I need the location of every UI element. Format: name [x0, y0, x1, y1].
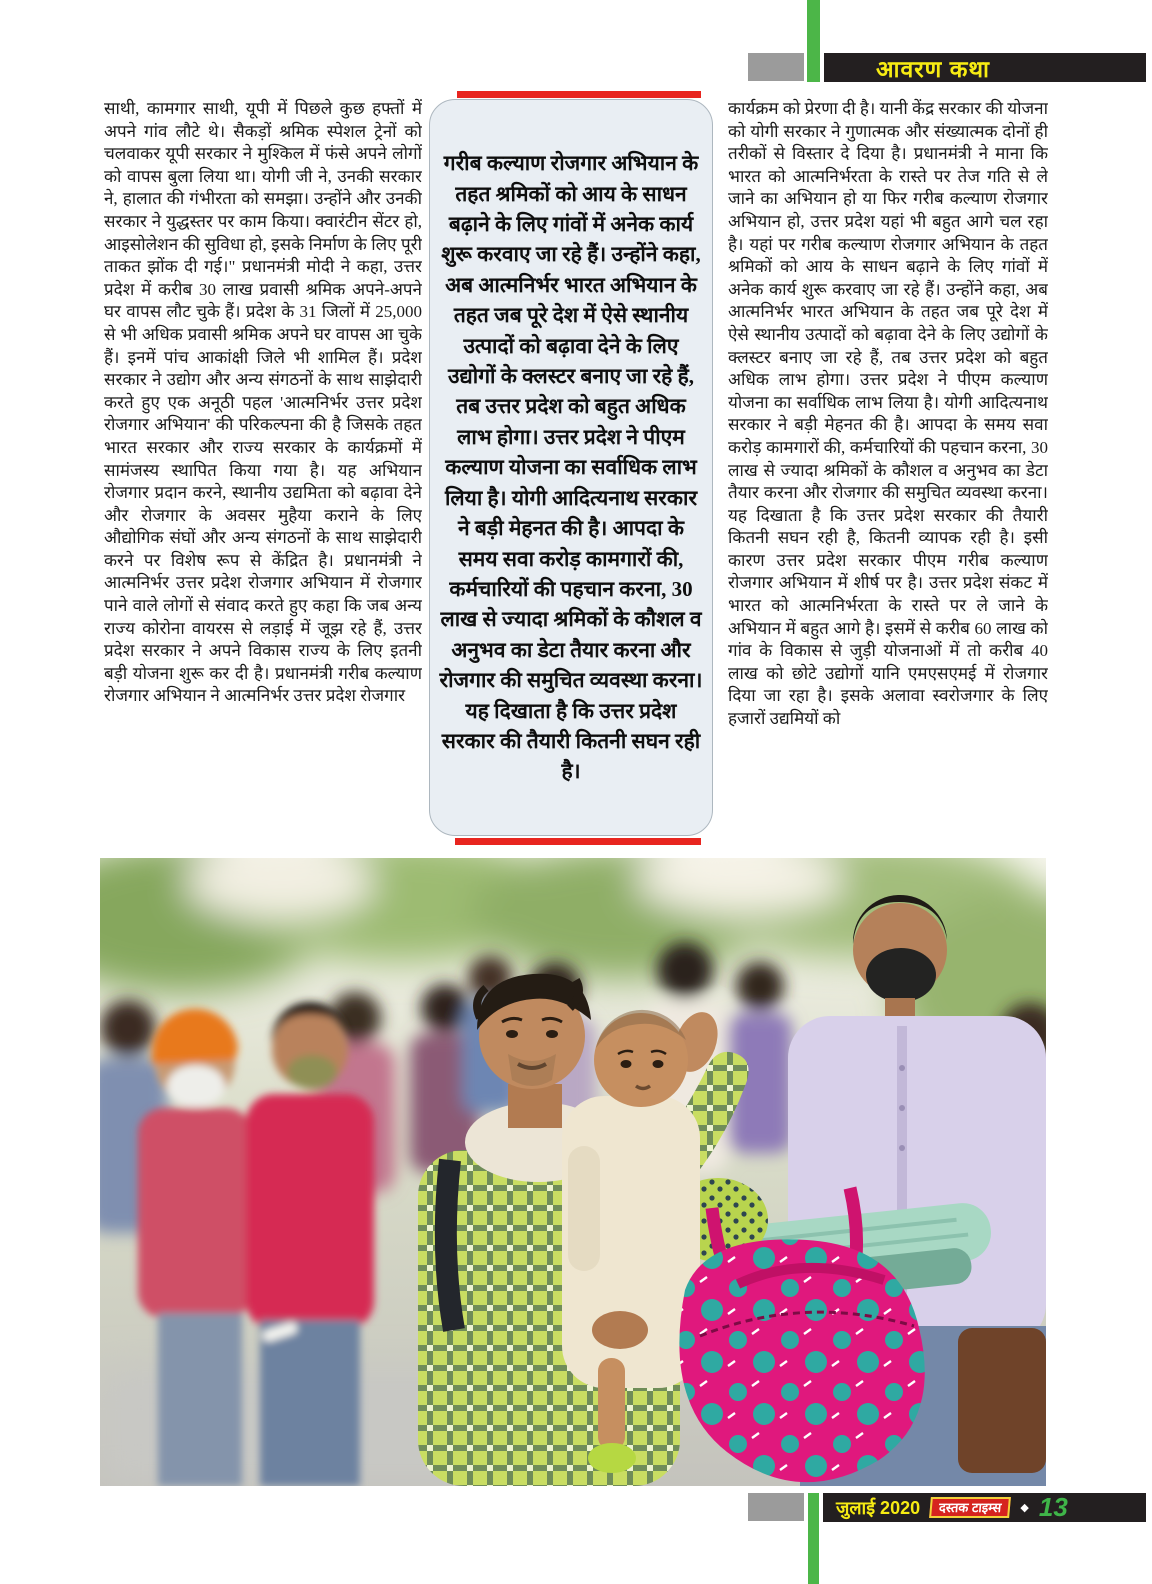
header-gray-block	[748, 53, 804, 81]
pullquote-top-rule	[457, 91, 701, 98]
footer-bar	[823, 1493, 1146, 1522]
article-column-right: कार्यक्रम को प्रेरणा दी है। यानी केंद्र सरकार की योजना को योगी सरकार ने गुणात्मक और संख्यात्मक दोनों ही तरीकों से विस्तार दे दिया है। प्रधानमंत्री ने माना कि भारत को आत्मनिर्भरता के रास्ते पर तेज गति से ले जाने का अभियान हो या फिर गरीब कल्याण रोजगार अभियान हो, उत्तर प्रदेश यहां भी बहुत आगे चल रहा है। यहां पर गरीब कल्याण रोजगार अभियान के तहत श्रमिकों को आय के साधन बढ़ाने के लिए गांवों में अनेक कार्य शुरू करवाए जा रहे हैं। उन्होंने कहा, अब आत्मनिर्भर भारत अभियान के तहत जब पूरे देश में ऐसे स्थानीय उत्पादों को बढ़ावा देने के लिए उद्योगों के क्लस्टर बनाए जा रहे हैं, तब उत्तर प्रदेश को बहुत अधिक लाभ होगा। उत्तर प्रदेश ने पीएम कल्याण योजना का सर्वाधिक लाभ लिया है। योगी आदित्यनाथ सरकार ने बड़ी मेहनत की है। आपदा के समय सवा करोड़ कामगारों की, कर्मचारियों की पहचान करना, 30 लाख से ज्यादा श्रमिकों के कौशल व अनुभव का डेटा तैयार करना और रोजगार की समुचित व्यवस्था करना। यह दिखाता है कि उत्तर प्रदेश सरकार की तैयारी कितनी सघन रही है, कितनी व्यापक रही है। इसी कारण उत्तर प्रदेश सरकार पीएम गरीब कल्याण रोजगार अभियान में शीर्ष पर है। उत्तर प्रदेश संकट में भारत को आत्मनिर्भरता के रास्ते पर ले जाने के अभियान में बहुत आगे है। इसमें से करीब 60 लाख को गांव के विकास से जुड़ी योजनाओं में तो करीब 40 लाख को छोटे उद्योगों यानि एमएसएमई में रोजगार दिया जा रहा है। इसके अलावा स्वरोजगार के लिए हजारों उद्यमियों को	[728, 99, 1048, 729]
migrants-photo	[100, 858, 1046, 1486]
pullquote-text: गरीब कल्याण रोजगार अभियान के तहत श्रमिकों को आय के साधन बढ़ाने के लिए गांवों में अनेक कार्य शुरू करवाए जा रहे हैं। उन्होंने कहा, अब आत्मनिर्भर भारत अभियान के तहत जब पूरे देश में ऐसे स्थानीय उत्पादों को बढ़ावा देने के लिए उद्योगों के क्लस्टर बनाए जा रहे हैं, तब उत्तर प्रदेश को बहुत अधिक लाभ होगा। उत्तर प्रदेश ने पीएम कल्याण योजना का सर्वाधिक लाभ लिया है। योगी आदित्यनाथ सरकार ने बड़ी मेहनत की है। आपदा के समय सवा करोड़ कामगारों की, कर्मचारियों की पहचान करना, 30 लाख से ज्यादा श्रमिकों के कौशल व अनुभव का डेटा तैयार करना और रोजगार की समुचित व्यवस्था करना। यह दिखाता है कि उत्तर प्रदेश सरकार की तैयारी कितनी सघन रही है।	[439, 151, 703, 784]
footer-green-bar	[808, 1493, 819, 1584]
header-section-bar	[824, 53, 1146, 82]
pullquote-bottom-rule	[455, 838, 701, 845]
pullquote-box	[429, 99, 713, 836]
diamond-icon: ◆	[1020, 1502, 1029, 1514]
page-number: 13	[1038, 1492, 1068, 1522]
section-title: आवरण कथा	[875, 55, 991, 82]
footer-date: जुलाई 2020	[836, 1497, 921, 1518]
header-green-bar	[807, 0, 820, 82]
magazine-logo: दस्तक टाइम्स	[929, 1497, 1011, 1518]
article-column-left: साथी, कामगार साथी, यूपी में पिछले कुछ हफ्तों में अपने गांव लौटे थे। सैकड़ों श्रमिक स्पेशल ट्रेनों को चलवाकर यूपी सरकार ने मुश्किल में फंसे अपने लोगों को वापस बुला लिया था। योगी जी ने, उनकी सरकार ने, हालात की गंभीरता को समझा। उन्होंने और उनकी सरकार ने युद्धस्तर पर काम किया। क्वारंटीन सेंटर हो, आइसोलेशन की सुविधा हो, इसके निर्माण के लिए पूरी ताकत झोंक दी गई।" प्रधानमंत्री मोदी ने कहा, उत्तर प्रदेश में करीब 30 लाख प्रवासी श्रमिक अपने-अपने घर वापस लौट चुके हैं। प्रदेश के 31 जिलों में 25,000 से भी अधिक प्रवासी श्रमिक अपने घर वापस आ चुके हैं। इनमें पांच आकांक्षी जिले भी शामिल हैं। प्रदेश सरकार ने उद्योग और अन्य संगठनों के साथ साझेदारी करते हुए एक अनूठी पहल 'आत्मनिर्भर उत्तर प्रदेश रोजगार अभियान' की परिकल्पना की है जिसके तहत भारत सरकार और राज्य सरकार के कार्यक्रमों में सामंजस्य स्थापित किया गया है। यह अभियान रोजगार प्रदान करने, स्थानीय उद्यमिता को बढ़ावा देने और रोजगार के अवसर मुहैया कराने के लिए औद्योगिक संघों और अन्य संगठनों के साथ साझेदारी करने पर विशेष रूप से केंद्रित है। प्रधानमंत्री ने आत्मनिर्भर उत्तर प्रदेश रोजगार अभियान में रोजगार पाने वाले लोगों से संवाद करते हुए कहा कि जब अन्य राज्य कोरोना वायरस से लड़ाई में जूझ रहे हैं, उत्तर प्रदेश सरकार ने अपने विकास राज्य के लिए इतनी बड़ी योजना शुरू कर दी है। प्रधानमंत्री गरीब कल्याण रोजगार अभियान ने आत्मनिर्भर उत्तर प्रदेश रोजगार	[104, 99, 422, 706]
footer-gray-block	[748, 1493, 804, 1521]
